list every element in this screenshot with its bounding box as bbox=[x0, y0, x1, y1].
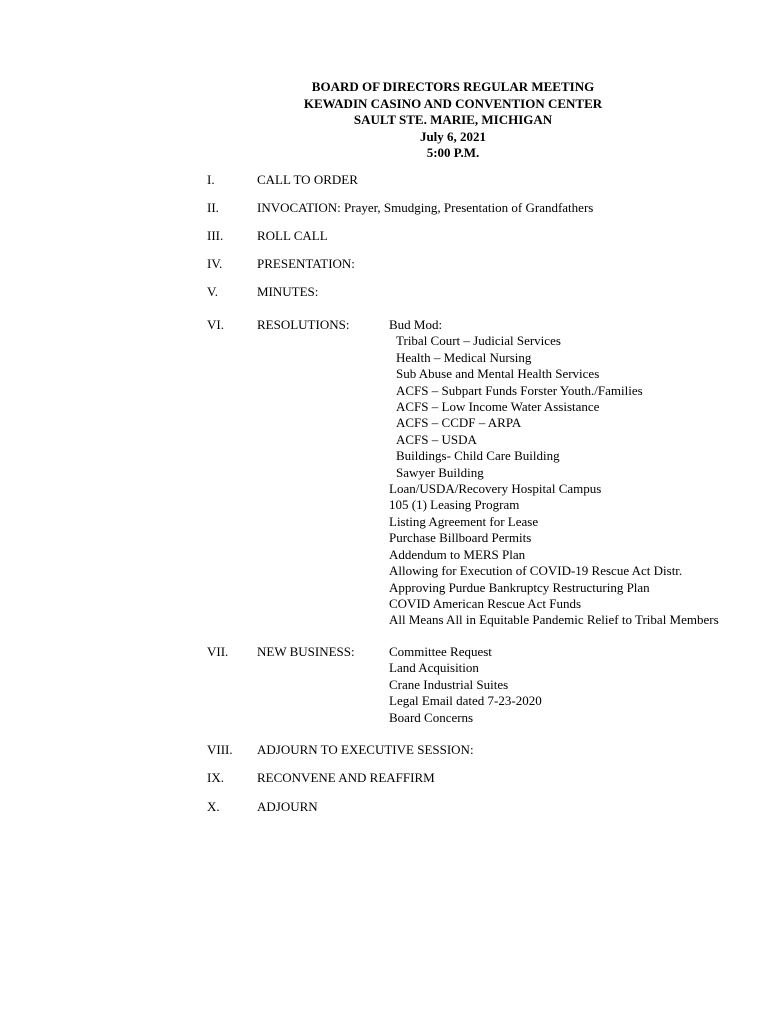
list-item: Bud Mod: bbox=[389, 317, 443, 332]
item-label: PRESENTATION: bbox=[257, 256, 355, 271]
list-item: Loan/USDA/Recovery Hospital Campus bbox=[389, 481, 602, 497]
list-item: Listing Agreement for Lease bbox=[389, 513, 539, 529]
item-number: VI. bbox=[207, 317, 224, 332]
item-number: III. bbox=[207, 228, 224, 243]
item-label: CALL TO ORDER bbox=[257, 172, 358, 187]
list-item: ACFS – USDA bbox=[396, 431, 477, 447]
list-item: Crane Industrial Suites bbox=[389, 676, 509, 692]
list-item: Health – Medical Nursing bbox=[396, 349, 532, 365]
list-item: All Means All in Equitable Pandemic Relief to Tribal Members bbox=[389, 612, 719, 628]
item-label: RESOLUTIONS: bbox=[257, 317, 350, 332]
list-item: Allowing for Execution of COVID-19 Rescue Act Distr. bbox=[389, 563, 683, 579]
item-number: IX. bbox=[207, 770, 224, 785]
list-item: Legal Email dated 7-23-2020 bbox=[389, 693, 542, 709]
list-item: COVID American Rescue Act Funds bbox=[389, 595, 582, 611]
item-label: NEW BUSINESS: bbox=[257, 644, 355, 659]
list-item: Buildings- Child Care Building bbox=[396, 448, 560, 464]
list-item: Addendum to MERS Plan bbox=[389, 546, 526, 562]
meeting-date: July 6, 2021 bbox=[419, 128, 487, 144]
item-number: V. bbox=[207, 284, 218, 299]
item-label: RECONVENE AND REAFFIRM bbox=[257, 770, 435, 785]
list-item: Sawyer Building bbox=[396, 464, 484, 480]
item-label: ADJOURN bbox=[257, 799, 318, 814]
list-item: Purchase Billboard Permits bbox=[389, 530, 532, 546]
venue-location: SAULT STE. MARIE, MICHIGAN bbox=[353, 112, 553, 127]
list-item: ACFS – Subpart Funds Forster Youth./Families bbox=[396, 382, 643, 398]
list-item: ACFS – Low Income Water Assistance bbox=[396, 399, 600, 415]
new-business-list bbox=[389, 644, 542, 726]
meeting-time: 5:00 P.M. bbox=[426, 145, 480, 160]
meeting-title: BOARD OF DIRECTORS REGULAR MEETING bbox=[311, 79, 595, 94]
list-item: 105 (1) Leasing Program bbox=[389, 497, 520, 513]
resolutions-list bbox=[389, 317, 719, 629]
list-item: Land Acquisition bbox=[389, 660, 479, 676]
item-number: I. bbox=[207, 172, 215, 187]
item-number: II. bbox=[207, 200, 219, 215]
list-item: Board Concerns bbox=[389, 709, 474, 725]
item-number: X. bbox=[207, 799, 220, 814]
list-item: Committee Request bbox=[389, 644, 492, 659]
item-label: INVOCATION: Prayer, Smudging, Presentation of Grandfathers bbox=[257, 200, 594, 215]
document-header bbox=[0, 79, 770, 162]
item-label: ADJOURN TO EXECUTIVE SESSION: bbox=[257, 742, 474, 757]
list-item: ACFS – CCDF – ARPA bbox=[396, 415, 522, 431]
list-item: Tribal Court – Judicial Services bbox=[396, 333, 561, 349]
item-label: MINUTES: bbox=[257, 284, 319, 299]
item-number: VIII. bbox=[207, 742, 233, 757]
venue-name: KEWADIN CASINO AND CONVENTION CENTER bbox=[303, 95, 603, 111]
item-label: ROLL CALL bbox=[257, 228, 328, 243]
item-number: VII. bbox=[207, 644, 229, 659]
item-number: IV. bbox=[207, 256, 223, 271]
list-item: Sub Abuse and Mental Health Services bbox=[396, 366, 600, 382]
list-item: Approving Purdue Bankruptcy Restructuring Plan bbox=[389, 579, 650, 595]
